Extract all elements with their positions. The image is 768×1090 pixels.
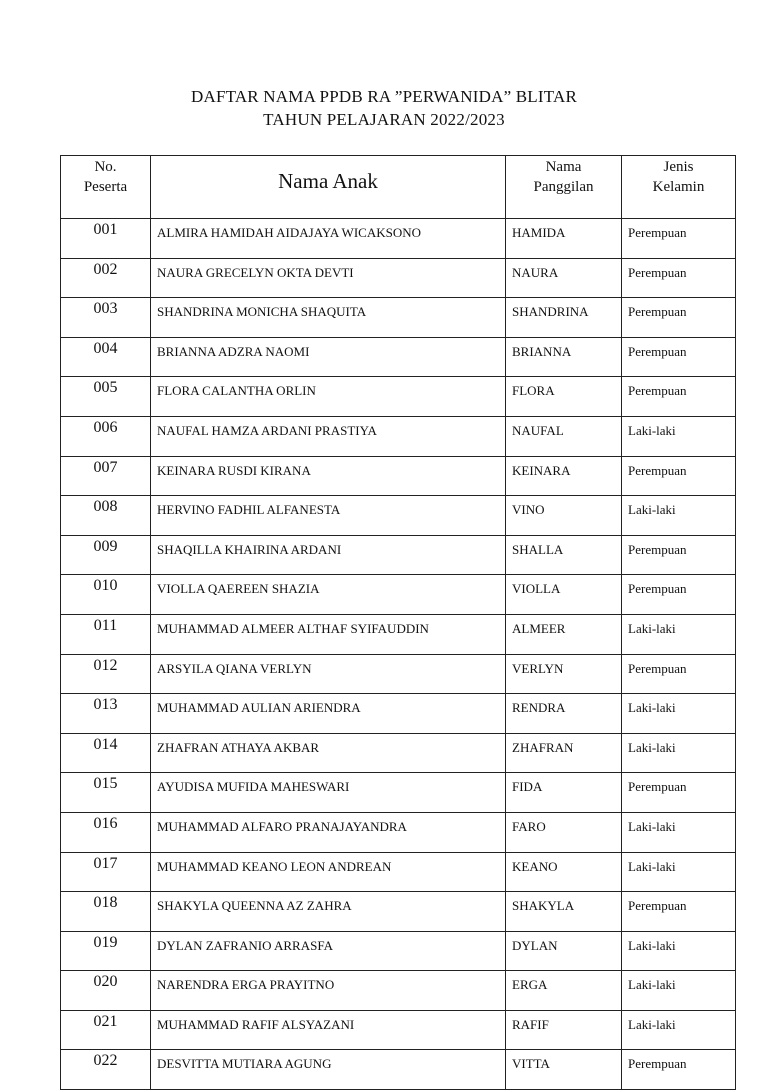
header-no-line2: Peserta: [83, 179, 128, 195]
row-nama-panggilan: RAFIF: [506, 1010, 622, 1050]
row-number: 022: [61, 1050, 151, 1090]
row-jenis-kelamin: Laki-laki: [622, 1010, 736, 1050]
row-number: 016: [61, 812, 151, 852]
table-row: [61, 971, 736, 1011]
row-nama-anak: SHAQILLA KHAIRINA ARDANI: [151, 535, 506, 575]
table-header-row: [61, 156, 736, 219]
row-nama-anak: MUHAMMAD KEANO LEON ANDREAN: [151, 852, 506, 892]
row-nama-panggilan: FLORA: [506, 377, 622, 417]
row-nama-anak: MUHAMMAD RAFIF ALSYAZANI: [151, 1010, 506, 1050]
row-nama-panggilan: BRIANNA: [506, 337, 622, 377]
row-number: 014: [61, 733, 151, 773]
row-jenis-kelamin: Laki-laki: [622, 931, 736, 971]
table-row: [61, 1050, 736, 1090]
table-row: [61, 377, 736, 417]
row-jenis-kelamin: Perempuan: [622, 575, 736, 615]
table-row: [61, 812, 736, 852]
table-row: [61, 298, 736, 338]
row-jenis-kelamin: Laki-laki: [622, 614, 736, 654]
table-row: [61, 733, 736, 773]
header-nama-anak: Nama Anak: [151, 156, 506, 219]
row-number: 003: [61, 298, 151, 338]
row-jenis-kelamin: Perempuan: [622, 773, 736, 813]
row-nama-panggilan: SHALLA: [506, 535, 622, 575]
row-number: 013: [61, 694, 151, 734]
row-nama-anak: VIOLLA QAEREEN SHAZIA: [151, 575, 506, 615]
row-number: 021: [61, 1010, 151, 1050]
row-jenis-kelamin: Laki-laki: [622, 694, 736, 734]
row-jenis-kelamin: Laki-laki: [622, 852, 736, 892]
row-jenis-kelamin: Perempuan: [622, 456, 736, 496]
table-row: [61, 773, 736, 813]
row-nama-panggilan: NAURA: [506, 258, 622, 298]
row-number: 010: [61, 575, 151, 615]
row-number: 019: [61, 931, 151, 971]
table-row: [61, 337, 736, 377]
row-jenis-kelamin: Perempuan: [622, 219, 736, 259]
row-nama-panggilan: VERLYN: [506, 654, 622, 694]
table-row: [61, 456, 736, 496]
row-jenis-kelamin: Perempuan: [622, 258, 736, 298]
row-nama-panggilan: NAUFAL: [506, 416, 622, 456]
row-nama-anak: DESVITTA MUTIARA AGUNG: [151, 1050, 506, 1090]
table-row: [61, 575, 736, 615]
row-nama-panggilan: DYLAN: [506, 931, 622, 971]
row-nama-panggilan: SHANDRINA: [506, 298, 622, 338]
row-jenis-kelamin: Laki-laki: [622, 971, 736, 1011]
participant-table: [60, 155, 736, 1090]
row-nama-panggilan: ALMEER: [506, 614, 622, 654]
table-row: [61, 1010, 736, 1050]
row-nama-anak: SHAKYLA QUEENNA AZ ZAHRA: [151, 892, 506, 932]
row-nama-panggilan: FARO: [506, 812, 622, 852]
row-nama-anak: AYUDISA MUFIDA MAHESWARI: [151, 773, 506, 813]
row-nama-panggilan: VITTA: [506, 1050, 622, 1090]
header-nama-panggilan: [506, 156, 622, 219]
row-number: 007: [61, 456, 151, 496]
document-subtitle: TAHUN PELAJARAN 2022/2023: [263, 110, 505, 129]
row-nama-anak: ARSYILA QIANA VERLYN: [151, 654, 506, 694]
table-row: [61, 694, 736, 734]
header-gender-line1: Jenis: [663, 159, 694, 175]
row-number: 018: [61, 892, 151, 932]
row-nama-anak: ZHAFRAN ATHAYA AKBAR: [151, 733, 506, 773]
row-jenis-kelamin: Perempuan: [622, 1050, 736, 1090]
row-nama-panggilan: ERGA: [506, 971, 622, 1011]
row-jenis-kelamin: Perempuan: [622, 377, 736, 417]
row-nama-anak: HERVINO FADHIL ALFANESTA: [151, 496, 506, 536]
row-nama-anak: MUHAMMAD ALMEER ALTHAF SYIFAUDDIN: [151, 614, 506, 654]
table-row: [61, 892, 736, 932]
row-number: 006: [61, 416, 151, 456]
row-nama-panggilan: ZHAFRAN: [506, 733, 622, 773]
row-jenis-kelamin: Perempuan: [622, 535, 736, 575]
row-number: 008: [61, 496, 151, 536]
row-jenis-kelamin: Laki-laki: [622, 812, 736, 852]
table-row: [61, 416, 736, 456]
row-nama-panggilan: RENDRA: [506, 694, 622, 734]
table-row: [61, 258, 736, 298]
row-jenis-kelamin: Perempuan: [622, 337, 736, 377]
header-no-line1: No.: [94, 159, 117, 175]
row-number: 005: [61, 377, 151, 417]
row-number: 012: [61, 654, 151, 694]
row-nama-anak: KEINARA RUSDI KIRANA: [151, 456, 506, 496]
header-nick-line2: Panggilan: [533, 179, 594, 195]
table-row: [61, 219, 736, 259]
row-number: 004: [61, 337, 151, 377]
table-row: [61, 614, 736, 654]
row-nama-anak: FLORA CALANTHA ORLIN: [151, 377, 506, 417]
row-nama-anak: BRIANNA ADZRA NAOMI: [151, 337, 506, 377]
row-nama-panggilan: VIOLLA: [506, 575, 622, 615]
row-nama-panggilan: HAMIDA: [506, 219, 622, 259]
table-row: [61, 496, 736, 536]
header-jenis-kelamin: [622, 156, 736, 219]
header-nick-line1: Nama: [545, 159, 582, 175]
row-nama-anak: MUHAMMAD AULIAN ARIENDRA: [151, 694, 506, 734]
row-jenis-kelamin: Laki-laki: [622, 496, 736, 536]
row-number: 011: [61, 614, 151, 654]
row-nama-anak: MUHAMMAD ALFARO PRANAJAYANDRA: [151, 812, 506, 852]
row-nama-panggilan: KEANO: [506, 852, 622, 892]
row-jenis-kelamin: Laki-laki: [622, 733, 736, 773]
row-nama-panggilan: KEINARA: [506, 456, 622, 496]
table-row: [61, 654, 736, 694]
document-title: DAFTAR NAMA PPDB RA ”PERWANIDA” BLITAR: [191, 87, 577, 106]
row-nama-panggilan: FIDA: [506, 773, 622, 813]
row-nama-anak: SHANDRINA MONICHA SHAQUITA: [151, 298, 506, 338]
row-jenis-kelamin: Perempuan: [622, 298, 736, 338]
row-nama-anak: NAUFAL HAMZA ARDANI PRASTIYA: [151, 416, 506, 456]
row-number: 001: [61, 219, 151, 259]
table-row: [61, 931, 736, 971]
row-number: 002: [61, 258, 151, 298]
row-jenis-kelamin: Perempuan: [622, 892, 736, 932]
row-number: 015: [61, 773, 151, 813]
row-number: 009: [61, 535, 151, 575]
row-nama-anak: ALMIRA HAMIDAH AIDAJAYA WICAKSONO: [151, 219, 506, 259]
row-nama-anak: NAURA GRECELYN OKTA DEVTI: [151, 258, 506, 298]
row-jenis-kelamin: Perempuan: [622, 654, 736, 694]
row-nama-anak: NARENDRA ERGA PRAYITNO: [151, 971, 506, 1011]
row-nama-panggilan: SHAKYLA: [506, 892, 622, 932]
row-number: 020: [61, 971, 151, 1011]
row-number: 017: [61, 852, 151, 892]
table-row: [61, 535, 736, 575]
row-nama-panggilan: VINO: [506, 496, 622, 536]
table-row: [61, 852, 736, 892]
header-no-peserta: [61, 156, 151, 219]
row-nama-anak: DYLAN ZAFRANIO ARRASFA: [151, 931, 506, 971]
row-jenis-kelamin: Laki-laki: [622, 416, 736, 456]
header-gender-line2: Kelamin: [652, 179, 705, 195]
